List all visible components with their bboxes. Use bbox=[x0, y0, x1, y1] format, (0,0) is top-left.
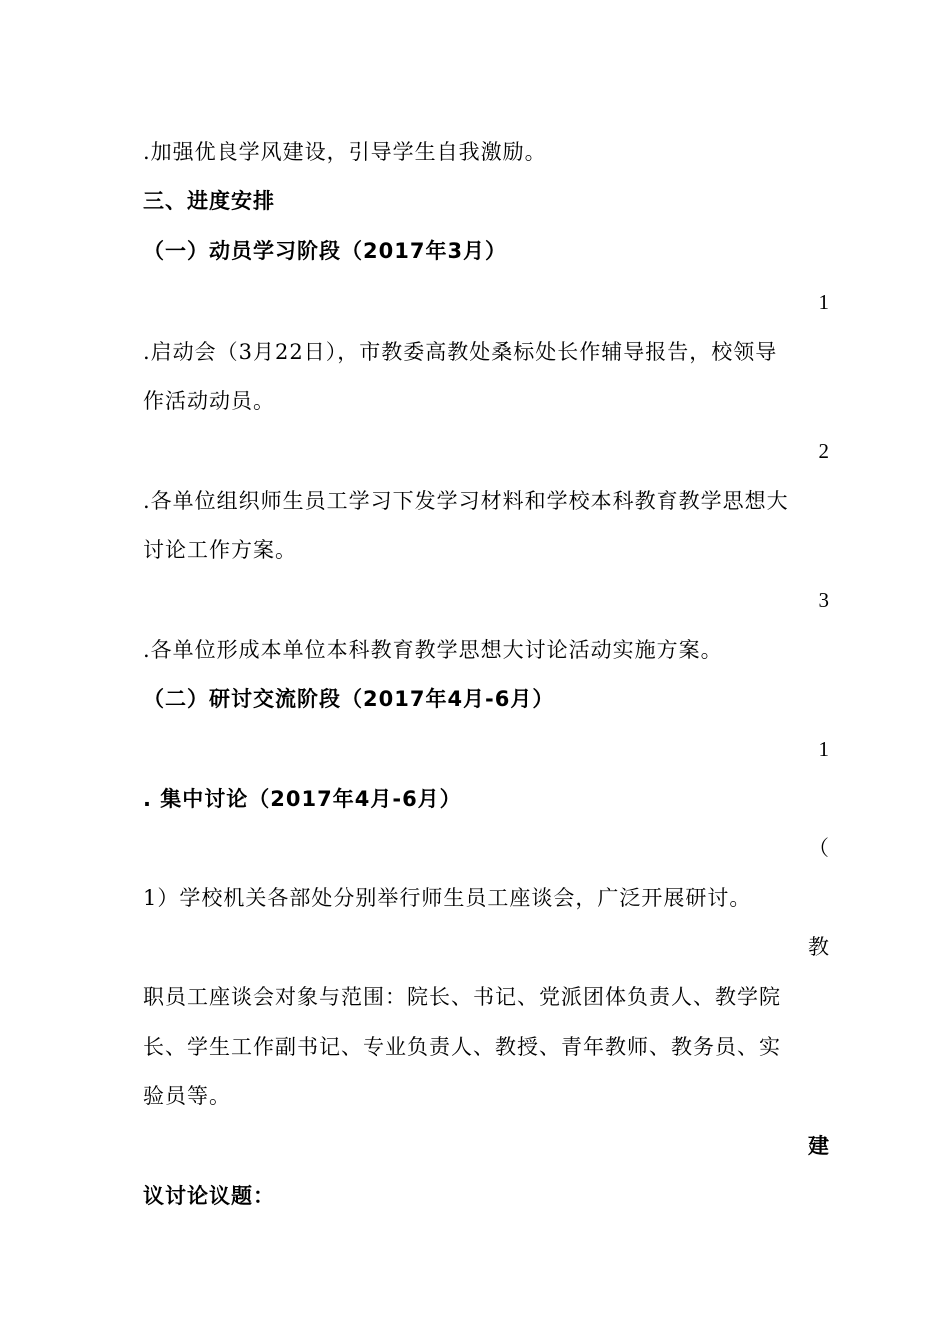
paragraph-symposiums: 1）学校机关各部处分别举行师生员工座谈会，广泛开展研讨。 bbox=[143, 886, 752, 910]
topics-heading: 议讨论议题： bbox=[143, 1184, 275, 1208]
paragraph-study-style: .加强优良学风建设，引导学生自我激励。 bbox=[143, 140, 547, 164]
paragraph-study-materials-cont: 讨论工作方案。 bbox=[143, 538, 297, 562]
subsection-heading-discussion: （二）研讨交流阶段（2017年4月-6月） bbox=[143, 687, 555, 711]
item-number: 1 bbox=[818, 737, 830, 761]
paragraph-study-materials: .各单位组织师生员工学习下发学习材料和学校本科教育教学思想大 bbox=[143, 489, 789, 513]
subsection-heading-mobilization: （一）动员学习阶段（2017年3月） bbox=[143, 239, 508, 263]
open-paren: （ bbox=[808, 836, 830, 860]
paragraph-participants-cont: 长、学生工作副书记、专业负责人、教授、青年教师、教务员、实 bbox=[143, 1035, 781, 1059]
paragraph-implementation-plan: .各单位形成本单位本科教育教学思想大讨论活动实施方案。 bbox=[143, 638, 723, 662]
item-number: 3 bbox=[818, 588, 830, 612]
line-fragment: 教 bbox=[808, 935, 830, 959]
line-fragment-bold: 建 bbox=[808, 1134, 830, 1158]
paragraph-participants: 职员工座谈会对象与范围：院长、书记、党派团体负责人、教学院 bbox=[143, 985, 781, 1009]
item-heading-focused-discussion: . 集中讨论（2017年4月-6月） bbox=[143, 787, 462, 811]
paragraph-kickoff-meeting: .启动会（3月22日），市教委高教处桑标处长作辅导报告，校领导 bbox=[143, 340, 778, 364]
item-number: 1 bbox=[818, 290, 830, 314]
item-number: 2 bbox=[818, 439, 830, 463]
paragraph-participants-end: 验员等。 bbox=[143, 1084, 231, 1108]
paragraph-kickoff-meeting-cont: 作活动动员。 bbox=[143, 389, 275, 413]
section-heading-schedule: 三、进度安排 bbox=[143, 189, 275, 213]
